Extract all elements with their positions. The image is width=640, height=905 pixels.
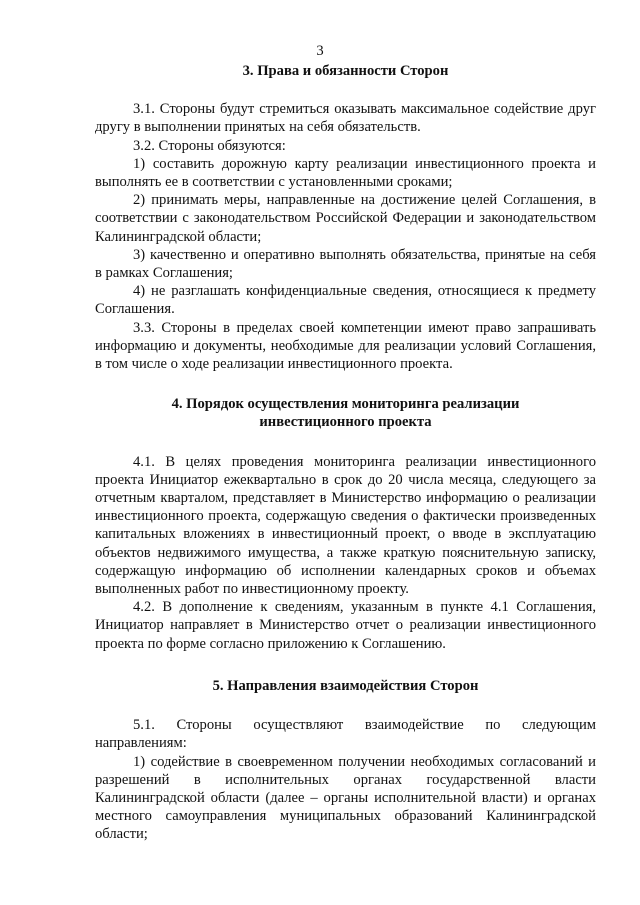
page-number: 3 <box>316 43 324 59</box>
paragraph-3-2-item-2: 2) принимать меры, направленные на достижение целей Соглашения, в соответствии с законодательством Российской Федерации и законодательством Калининградской области; <box>95 192 596 245</box>
section-4-heading-line-1: 4. Порядок осуществления мониторинга реализации <box>171 396 520 413</box>
paragraph-3-2-item-4: 4) не разглашать конфиденциальные сведения, относящиеся к предмету Соглашения. <box>95 283 596 318</box>
paragraph-3-2: 3.2. Стороны обязуются: <box>133 137 286 154</box>
section-4-heading <box>95 395 596 431</box>
paragraph-4-1: 4.1. В целях проведения мониторинга реализации инвестиционного проекта Инициатор ежеквартально в срок до 20 числа месяца, следующего за отчетным кварталом, представляет в Министерство информацию о реализации инвестиционного проекта, содержащую сведения о фактически произведенных капитальных вложениях в инвестиционный проект, о вводе в эксплуатацию объектов недвижимого имущества, а также краткую пояснительную записку, содержащую информацию об исполнении календарных сроков и объемах выполненных работ по инвестиционному проекту. <box>95 453 596 598</box>
paragraph-5-1: 5.1. Стороны осуществляют взаимодействие по следующим направлениям: <box>95 717 596 752</box>
paragraph-3-3: 3.3. Стороны в пределах своей компетенции имеют право запрашивать информацию и документы, необходимые для реализации условий Соглашения, в том числе о ходе реализации инвестиционного проекта. <box>95 319 596 373</box>
section-4-heading-line-2: инвестиционного проекта <box>259 414 432 431</box>
document-body <box>95 62 596 844</box>
paragraph-3-2-item-1: 1) составить дорожную карту реализации инвестиционного проекта и выполнять ее в соответствии с установленными сроками; <box>95 155 596 191</box>
paragraph-5-1-item-1: 1) содействие в своевременном получении необходимых согласований и разрешений в исполнительных органах государственной власти Калининградской области (далее – органы исполнительной власти) и органах местного самоуправления муниципальных образований Калининградской области; <box>95 753 596 843</box>
section-3-heading: 3. Права и обязанности Сторон <box>242 63 449 79</box>
section-5-heading: 5. Направления взаимодействия Сторон <box>212 677 479 694</box>
paragraph-3-2-item-3: 3) качественно и оперативно выполнять обязательства, принятые на себя в рамках Соглашения; <box>95 246 596 282</box>
paragraph-3-1: 3.1. Стороны будут стремиться оказывать максимальное содействие друг другу в выполнении принятых на себя обязательств. <box>95 101 596 136</box>
paragraph-4-2: 4.2. В дополнение к сведениям, указанным в пункте 4.1 Соглашения, Инициатор направляет в Министерство отчет о реализации инвестиционного проекта по форме согласно приложению к Соглашению. <box>95 599 596 652</box>
